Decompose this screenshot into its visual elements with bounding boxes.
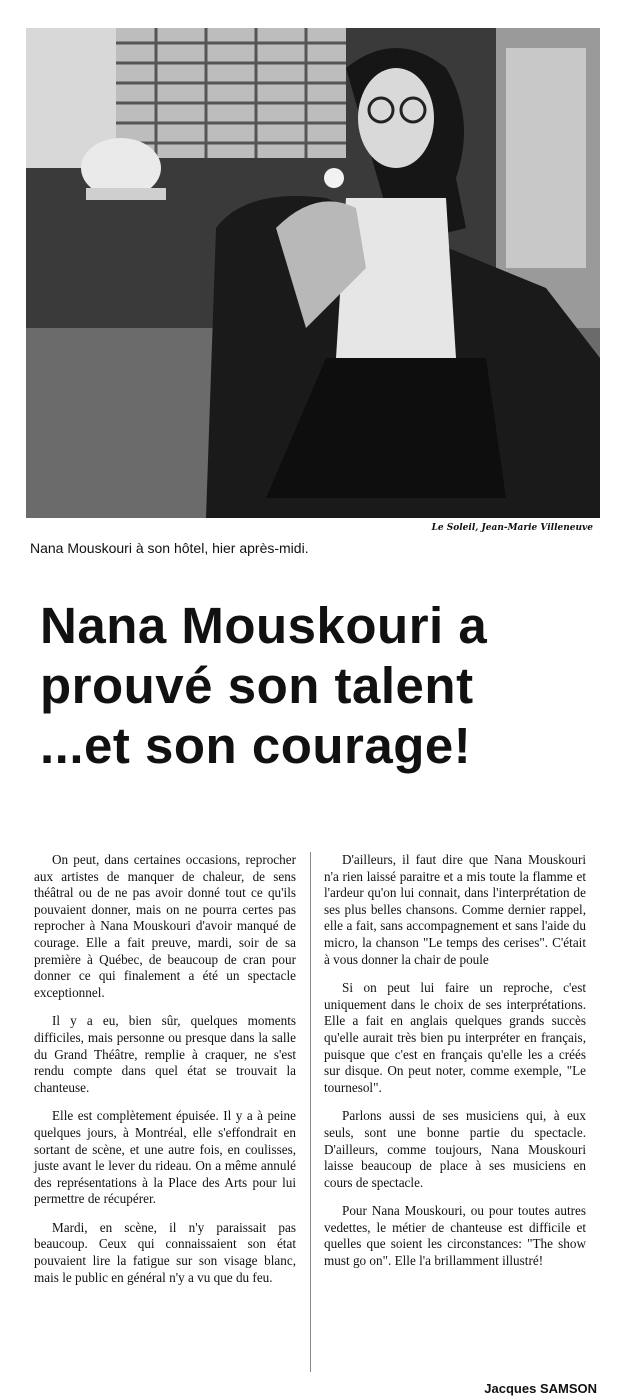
article-paragraph: On peut, dans certaines occasions, reprocher aux artistes de manquer de chaleur, de sens théâtral ou de ne pas avoir donné tout ce qu'ils pouvaient donner, mais on ne pourra certes pas reprocher à Nana Mouskouri d'avoir manqué de courage. Elle a fait preuve, mardi, soir de sa première à Québec, de beaucoup de cran pour donner ce qui finalement a été un spectacle exceptionnel. — [34, 852, 296, 1000]
article-paragraph: Il y a eu, bien sûr, quelques moments difficiles, mais personne ou presque dans la salle du Grand Théâtre, remplie à craquer, ne s'est rendu compte dans quel état se trouvait la chanteuse. — [34, 1013, 296, 1095]
article-paragraph: Elle est complètement épuisée. Il y a à peine quelques jours, à Montréal, elle s'effondrait en sortant de scène, et une autre fois, en coulisses, juste avant le lever du rideau. On a même annulé des représentations à la Place des Arts pour lui permettre de récupérer. — [34, 1108, 296, 1207]
photo-caption: Nana Mouskouri à son hôtel, hier après-midi. — [30, 540, 309, 556]
article-paragraph: Si on peut lui faire un reproche, c'est uniquement dans le choix de ses interprétations. Elle a fait en anglais quelques grands succès qu'elle aurait très bien pu interpréter en français, puisque que c'est en français qu'elle les a créés sur disque. On peut noter, comme exemple, "Le tournesol". — [324, 980, 586, 1095]
headline — [40, 596, 600, 776]
article-paragraph: Parlons aussi de ses musiciens qui, à eux seuls, sont une bonne partie du spectacle. D'ailleurs, comme toujours, Nana Mouskouri laisse beaucoup de place à ses musiciens en cours de spectacle. — [324, 1108, 586, 1190]
article-paragraph: D'ailleurs, il faut dire que Nana Mouskouri n'a rien laissé paraitre et a mis toute la flamme et l'ardeur qu'on lui connait, dans l'interprétation de ses plus belles chansons. Comme dernier rappel, elle a fait, sans accompagnement et sans l'aide du micro, la chanson "Le temps des cerises". C'était à vous donner la chair de poule — [324, 852, 586, 967]
article-photo — [26, 28, 600, 518]
photo-credit: Le Soleil, Jean-Marie Villeneuve — [431, 523, 593, 533]
headline-line: Nana Mouskouri a — [40, 597, 488, 654]
headline-line: prouvé son talent — [40, 657, 474, 714]
photo-illustration — [26, 28, 600, 518]
article-paragraph: Mardi, en scène, il n'y paraissait pas beaucoup. Ceux qui connaissaient son état pouvaient lire la fatigue sur son visage blanc, mais le public en général n'y a vu que du feu. — [34, 1219, 296, 1285]
article-column-right — [324, 852, 586, 1282]
byline: Jacques SAMSON — [484, 1381, 597, 1396]
article-column-left — [34, 852, 296, 1298]
article-paragraph: Pour Nana Mouskouri, ou pour toutes autres vedettes, le métier de chanteuse est difficile et quelles que soient les circonstances: "The show must go on". Elle l'a brillamment illustré! — [324, 1203, 586, 1269]
column-divider — [310, 852, 311, 1372]
headline-line: ...et son courage! — [40, 717, 472, 774]
